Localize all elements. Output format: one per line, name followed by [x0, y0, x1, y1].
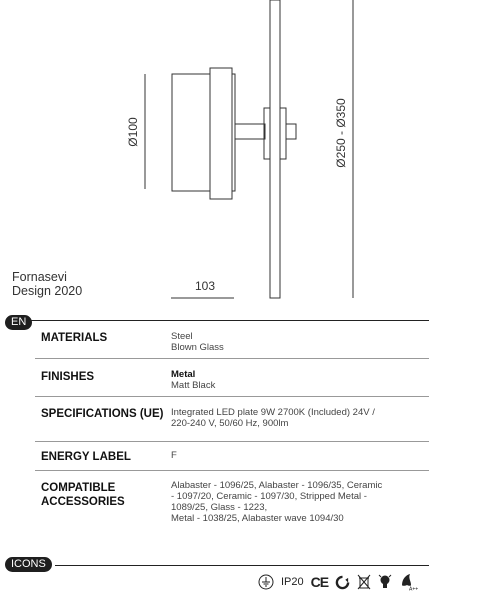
dim-height-small: Ø100	[126, 117, 140, 147]
divider-icons	[55, 565, 429, 566]
design-year: Design 2020	[12, 284, 83, 298]
ce-mark-icon: CE	[310, 574, 329, 590]
spec-row-materials	[35, 321, 429, 359]
spec-value: Alabaster - 1096/25, Alabaster - 1096/35, Ceramic - 1097/20, Ceramic - 1097/30, Stripped Metal - 1089/25, Glass - 1223, Metal - 1038/25, Alabaster wave 1094/30	[171, 480, 383, 524]
language-tag: EN	[5, 315, 32, 330]
spec-key: FINISHES	[41, 371, 95, 383]
spec-key: COMPATIBLE ACCESSORIES	[41, 482, 125, 508]
spec-value: Steel Blown Glass	[171, 331, 224, 353]
spec-table	[35, 321, 429, 533]
spec-value: F	[171, 450, 177, 461]
led-bulb-icon	[378, 574, 392, 590]
spec-value: Integrated LED plate 9W 2700K (Included) 24V / 220-240 V, 50/60 Hz, 900lm	[171, 407, 375, 429]
designer-label	[12, 270, 82, 298]
crossed-bin-icon	[357, 574, 371, 590]
dim-height-large: Ø250 - Ø350	[334, 98, 348, 168]
ground-icon	[258, 574, 274, 590]
spec-key: SPECIFICATIONS (UE)	[41, 408, 164, 420]
ip-rating: IP20	[281, 576, 304, 588]
certification-icons	[258, 572, 419, 593]
designer-name: Fornasevi	[12, 270, 67, 284]
icons-tag: ICONS	[5, 557, 52, 572]
svg-text:A++: A++	[409, 586, 419, 593]
dim-width: 103	[194, 279, 216, 293]
recycle-arrow-icon	[335, 575, 350, 590]
spec-row-accessories	[35, 471, 429, 533]
spec-key: MATERIALS	[41, 332, 108, 344]
spec-row-finishes	[35, 359, 429, 397]
spec-row-specifications	[35, 397, 429, 442]
spec-key: ENERGY LABEL	[41, 451, 131, 463]
energy-leaf-icon	[399, 573, 419, 593]
spec-value: Metal Matt Black	[171, 369, 216, 391]
spec-row-energy-label	[35, 442, 429, 471]
